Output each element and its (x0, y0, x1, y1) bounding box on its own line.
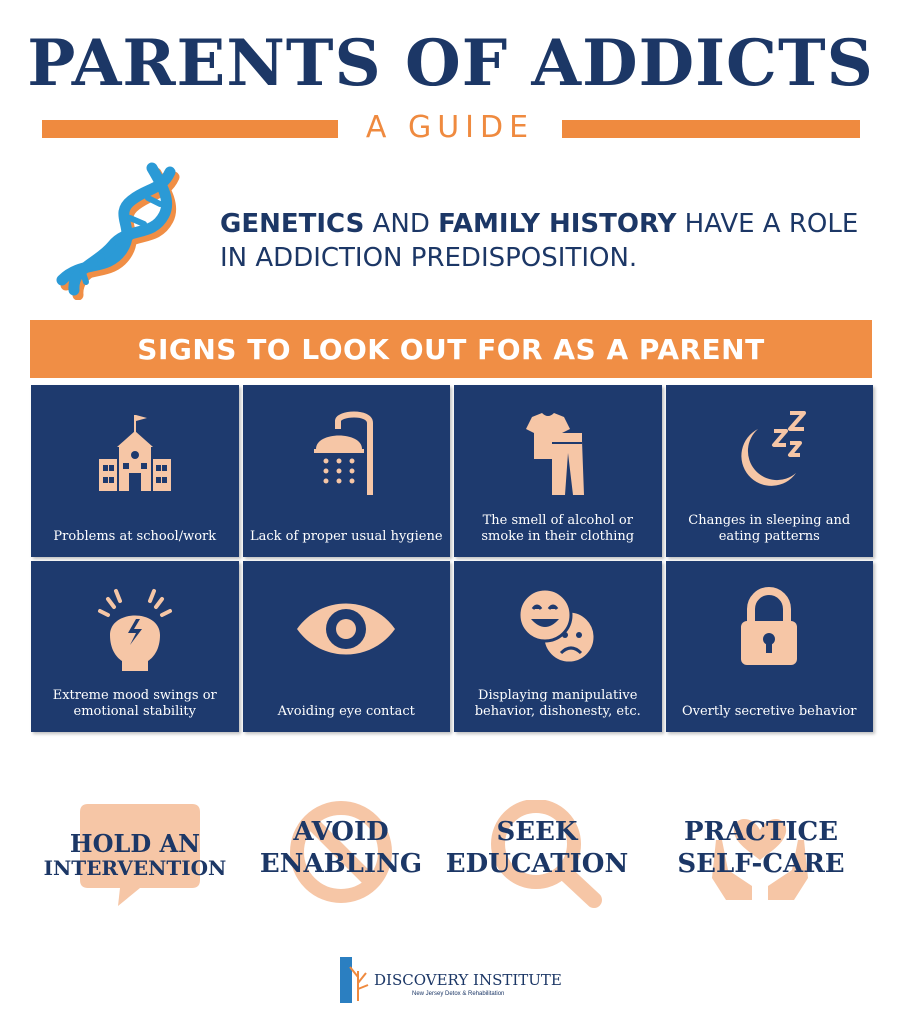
sign-label: Avoiding eye contact (277, 704, 415, 719)
sign-card (454, 561, 662, 733)
sign-label: Displaying manipulative behavior, dishonesty, etc. (474, 688, 641, 719)
action-line-2: ENABLING (259, 849, 423, 879)
genetics-text-2: HAVE A ROLE IN ADDICTION PREDISPOSITION. (220, 209, 859, 273)
sign-label: Overtly secretive behavior (681, 704, 857, 719)
action-hold-intervention (30, 800, 240, 910)
sign-label: Problems at school/work (53, 528, 217, 544)
action-line-1: SEEK (496, 817, 578, 847)
padlock-icon (729, 583, 809, 673)
sign-label: The smell of alcohol or smoke in their clothing (481, 512, 635, 544)
sign-label: Changes in sleeping and eating patterns (688, 512, 851, 544)
action-seek-education (432, 800, 642, 910)
dna-icon (52, 160, 182, 300)
eye-icon (291, 583, 401, 673)
drama-masks-icon (513, 583, 603, 673)
genetics-bold: GENETICS (220, 209, 365, 239)
action-line-2: INTERVENTION (43, 856, 227, 880)
genetics-text-1: AND (364, 209, 439, 239)
shower-icon (306, 407, 386, 497)
action-line-1: AVOID (293, 817, 389, 847)
action-line-2: SELF-CARE (677, 849, 845, 879)
genetics-statement (220, 207, 860, 275)
page-title: PARENTS OF ADDICTS (27, 26, 874, 101)
action-line-2: EDUCATION (445, 849, 629, 879)
sign-card (31, 385, 239, 557)
action-line-1: PRACTICE (683, 817, 839, 847)
signs-grid (31, 385, 873, 732)
stressed-head-icon (90, 583, 180, 673)
clothing-icon (518, 407, 598, 497)
sign-card (31, 561, 239, 733)
sign-label: Lack of proper usual hygiene (249, 528, 443, 544)
sign-label: Extreme mood swings or emotional stability (52, 688, 217, 719)
logo-name: DISCOVERY INSTITUTE (374, 971, 562, 989)
signs-heading-bar (30, 320, 872, 378)
subtitle-bar-left (42, 120, 338, 138)
action-line-1: HOLD AN (69, 829, 201, 858)
subtitle-bar-right (562, 120, 860, 138)
discovery-institute-logo (340, 957, 570, 1007)
logo-tagline: New Jersey Detox & Rehabilitation (412, 991, 505, 997)
family-history-bold: FAMILY HISTORY (438, 209, 677, 239)
moon-sleep-icon (724, 407, 814, 497)
sign-card (454, 385, 662, 557)
sign-card (243, 561, 451, 733)
page-subtitle: A GUIDE (365, 110, 535, 145)
sign-card (666, 561, 874, 733)
action-avoid-enabling (236, 800, 446, 910)
sign-card (666, 385, 874, 557)
signs-heading: SIGNS TO LOOK OUT FOR AS A PARENT (137, 332, 765, 366)
school-icon (95, 407, 175, 497)
sign-card (243, 385, 451, 557)
tree-logo-icon (340, 957, 370, 1003)
action-practice-self-care (656, 800, 866, 910)
